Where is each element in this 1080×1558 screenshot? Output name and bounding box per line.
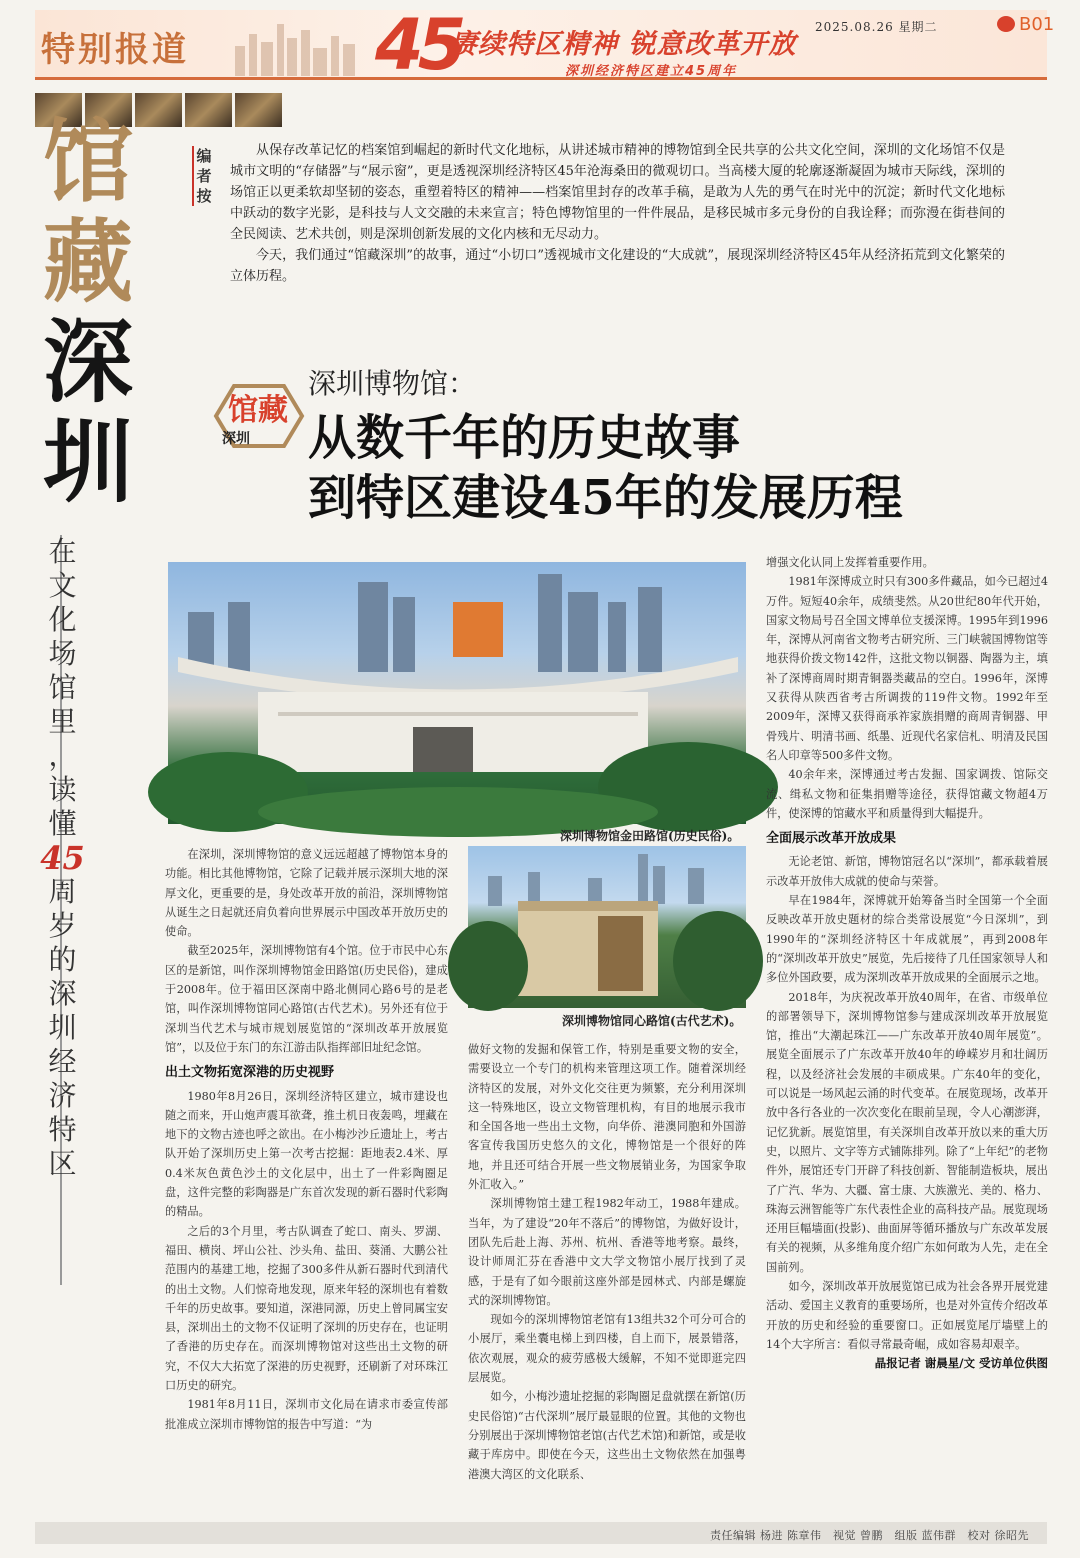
- subtitle-char: 读: [48, 773, 77, 806]
- body-paragraph: 在深圳，深圳博物馆的意义远远超越了博物馆本身的功能。相比其他博物馆，它除了记载并展示深圳大地的深厚文化，更重要的是，身处改革开放的前沿，深圳博物馆从诞生之日起就还肩负着向世界展示中国改革开放历史的使命。: [165, 848, 448, 939]
- body-paragraph: 做好文物的发掘和保管工作，特别是重要文物的安全，需要设立一个专门的机构来管理这项工作。随着深圳经济特区的发展，对外文化交往更为频繁，充分利用深圳这一特殊地区，设立文物管理机构，有目的地展示我市和全国各地一些出土文物，向华侨、港澳同胞和外国游客宣传我国历史悠久的文化，博物馆是一个很好的阵地，并且还可结合开展一些文物展销业务，为国家争取外汇收入。”: [468, 1043, 746, 1192]
- editor-note-paragraph: 今天，我们通过“馆藏深圳”的故事，通过“小切口”透视城市文化建设的“大成就”，展现深圳经济特区45年从经济拓荒到文化繁荣的立体历程。: [230, 248, 1005, 284]
- subtitle-char: 文: [48, 569, 77, 602]
- museum-jintian-illustration: [168, 562, 746, 824]
- subtitle-char: ，: [48, 739, 77, 772]
- series-char: 馆: [43, 109, 133, 215]
- subtitle-char: 周: [48, 875, 77, 908]
- photo-caption: 深圳博物馆同心路馆(古代艺术)。: [562, 1014, 742, 1028]
- body-paragraph: 1981年8月11日，深圳市文化局在请求市委宣传部批准成立深圳市博物馆的报告中写道：“为: [165, 1398, 448, 1431]
- subtitle-char: 经: [48, 1045, 77, 1078]
- subtitle-char: 懂: [48, 807, 77, 840]
- body-paragraph: 1980年8月26日，深圳经济特区建立，城市建设也随之而来，开山炮声震耳欲聋，推土机日夜轰鸣，埋藏在地下的文物古迹也呼之欲出。在小梅沙沙丘遗址上，考古队开始了深圳历史上第一次考古挖掘：距地表2.4米、厚0.4米灰色黄色沙土的文化层中，出土了一件彩陶圈足盘，这件完整的彩陶器是广东首次发现的新石器时代彩陶的精品。: [165, 1089, 448, 1219]
- editorial-credits: 责任编辑 杨进 陈章伟 视觉 曾鹏 组版 蓝伟群 校对 徐昭先: [710, 1529, 1029, 1542]
- label-char: 者: [196, 167, 212, 185]
- page-header: [35, 4, 1055, 86]
- logo-text-bottom: 深圳: [222, 431, 250, 447]
- subtitle-char: 的: [48, 943, 77, 976]
- subtitle-char: 圳: [48, 1011, 77, 1044]
- subtitle-char: 化: [48, 603, 77, 636]
- subtitle-char: 岁: [48, 909, 77, 942]
- body-paragraph: 1981年深博成立时只有300多件藏品，如今已超过4万件。短短40余年，成绩斐然。从20世纪80年代开始，国家文物局号召全国文博单位支援深博。1995年到1996年，深博从河南省文物考古研究所、三门峡虢国博物馆等地获得价拨文物142件，这批文物以铜器、陶器为主，填补了深博商周时期青铜器类藏品的空白。1996年，深博又获得从陕西省考古所调拨的119件文物。1992年至2009年，深博又获得商承祚家族捐赠的商周青铜器、甲骨残片、明清书画、纸墨、近现代名家信札、明清及民国名人印章等500多件文物。: [766, 575, 1048, 762]
- body-paragraph: 之后的3个月里，考古队调查了蛇口、南头、罗湖、福田、横岗、坪山公社、沙头角、盐田、葵涌、大鹏公社范围内的基建工地，挖掘了300多件从新石器时代到清代的出土文物。人们惊奇地发现，原来年轻的深圳也有着数千年的历史故事。要知道，深港同源，历史上曾同属宝安县，深圳出土的文物不仅证明了深圳的历史存在，也证明了香港的历史存在。而深圳博物馆对这些出土文物的研究，不仅大大拓宽了深港的历史视野，还刷新了对环珠江口历史的研究。: [165, 1224, 448, 1393]
- body-paragraph: 如今，小梅沙遗址挖掘的彩陶圈足盘就摆在新馆(历史民俗馆)“古代深圳”展厅最显眼的位置。其他的文物也分别展出于深圳博物馆老馆(古代艺术馆)和新馆，或是收藏于库房中。即使在今天，这些出土文物依然在加强粤港澳大湾区的文化联系、: [468, 1390, 746, 1481]
- subtitle-number: 45: [40, 839, 85, 877]
- body-paragraph: 截至2025年，深圳博物馆有4个馆。位于市民中心东区的是新馆，叫作深圳博物馆金田路馆(历史民俗)，建成于2008年。位于福田区深南中路北侧同心路6号的是老馆，叫作深圳博物馆同心路馆(古代艺术)。另外还有位于深圳当代艺术与城市规划展览馆的“深圳改革开放展览馆”，以及位于东门的东江游击队指挥部旧址纪念馆。: [165, 944, 448, 1054]
- series-subtitle-vertical: [40, 535, 85, 1181]
- body-paragraph: 40余年来，深博通过考古发掘、国家调拨、馆际交流、缉私文物和征集捐赠等途径，获得馆藏文物超4万件，使深博的馆藏水平和质量得到大幅提升。: [766, 768, 1048, 820]
- body-paragraph: 如今，深圳改革开放展览馆已成为社会各界开展党建活动、爱国主义教育的重要场所，也是对外宣传介绍改革开放的历史和经验的重要窗口。正如展览尾厅墙壁上的14个大字所言：看似寻常最奇崛，成如容易却艰辛。: [766, 1279, 1048, 1351]
- article-headline: [308, 408, 903, 528]
- body-paragraph: 深圳博物馆土建工程1982年动工，1988年建成。当年，为了建设“20年不落后”的博物馆，为做好设计，团队先后赴上海、苏州、杭州、香港等地考察。最终，设计师周汇芬在香港中文大学文物馆小展厅找到了灵感，于是有了如今眼前这座外部是园林式、内部是螺旋式的深圳博物馆。: [468, 1197, 746, 1307]
- logo-text-top: 馆藏: [228, 393, 288, 428]
- subtitle-char: 特: [48, 1113, 77, 1146]
- label-char: 编: [196, 147, 212, 165]
- thumbnail-photo: [185, 93, 232, 127]
- subtitle-char: 深: [48, 977, 77, 1010]
- article-byline: 晶报记者 谢晨星/文 受访单位供图: [874, 1356, 1048, 1371]
- series-char: 深: [43, 309, 133, 415]
- headline-line: 到特区建设45年的发展历程: [308, 470, 903, 526]
- subtitle-char: 馆: [48, 671, 77, 704]
- section-title: 特别报道: [41, 30, 189, 70]
- body-paragraph: 无论老馆、新馆，博物馆冠名以“深圳”，都承载着展示改革开放伟大成就的使命与荣誉。: [766, 855, 1048, 888]
- series-char: 圳: [43, 409, 133, 515]
- article-kicker: 深圳博物馆：: [308, 367, 477, 400]
- body-paragraph: 早在1984年，深博就开始筹备当时全国第一个全面反映改革开放史题材的综合类常设展览“今日深圳”，到1990年的“深圳经济特区十年成就展”，再到2008年的“深圳改革开放史”展览，先后接待了几任国家领导人和多位外国政要，成为深圳改革开放成果的全面展示之地。: [766, 894, 1048, 985]
- section-subheading: 全面展示改革开放成果: [766, 831, 897, 847]
- museum-jintian-photo: [168, 562, 746, 824]
- thumbnail-photo: [135, 93, 182, 127]
- thumbnail-photo: [235, 93, 282, 127]
- subtitle-char: 区: [48, 1147, 77, 1180]
- article-column-1: [165, 845, 448, 1434]
- body-paragraph: 现如今的深圳博物馆老馆有13组共32个可分可合的小展厅，乘坐囊电梯上到四楼，自上而下，展景错落，依次观展，观众的疲劳感极大缓解，不知不觉即逛完四层展览。: [468, 1313, 746, 1385]
- photo-caption: 深圳博物馆金田路馆(历史民俗)。: [560, 829, 740, 843]
- series-title-vertical: [38, 109, 138, 515]
- series-char: 藏: [43, 209, 133, 315]
- editor-note-label: [192, 146, 212, 206]
- label-char: 按: [196, 187, 212, 205]
- body-paragraph: 增强文化认同上发挥着重要作用。: [766, 556, 934, 569]
- section-subheading: 出土文物拓宽深港的历史视野: [165, 1065, 335, 1081]
- subtitle-char: 场: [48, 637, 77, 670]
- newspaper-emblem-icon: [997, 16, 1015, 32]
- editor-note: [230, 140, 1005, 287]
- header-sub-slogan: 深圳经济特区建立45周年: [565, 64, 738, 79]
- body-paragraph: 2018年，为庆祝改革开放40周年，在省、市级单位的部署领导下，深圳博物馆参与建成深圳改革开放展览馆，推出“大潮起珠江——广东改革开放40周年展览”。展览全面展示了广东改革开放40年的峥嵘岁月和壮阔历程，以及经济社会发展的丰硕成果。广东40年的变化，可以说是一场风起云涌的时代变革。在展览现场，改革开放中各行各业的一次次变化在眼前呈现，令人心潮澎湃，记忆犹新。展览馆里，有关深圳自改革开放以来的重大历史，以照片、文字等方式铺陈排列。除了“上年纪”的老物件外，展馆还专门开辟了科技创新、智能制造板块，展出了广汽、华为、大疆、富士康、大族激光、美的、格力、珠海云洲智能等广东代表性企业的高科技产品。展览现场还用巨幅墙面(投影)、曲面屏等循环播放与广东改革发展有关的视频，从多维角度介绍广东如何敢为人先，走在全国前列。: [766, 990, 1048, 1274]
- page-number: B01: [1019, 14, 1055, 35]
- header-slogan: 赓续特区精神 锐意改革开放: [450, 29, 797, 60]
- issue-date: 2025.08.26 星期二: [815, 20, 938, 34]
- subtitle-char: 里: [48, 705, 77, 738]
- series-logo: [214, 380, 304, 452]
- museum-tongxin-photo: [468, 846, 746, 1008]
- headline-line: 从数千年的历史故事: [308, 410, 741, 466]
- subtitle-char: 济: [48, 1079, 77, 1112]
- subtitle-char: 在: [48, 535, 77, 568]
- article-column-2: [468, 1040, 746, 1484]
- anniversary-number: 45: [375, 4, 461, 86]
- museum-tongxin-illustration: [468, 846, 746, 1008]
- article-column-3: [766, 553, 1048, 1373]
- editor-note-paragraph: 从保存改革记忆的档案馆到崛起的新时代文化地标，从讲述城市精神的博物馆到全民共享的公共文化空间，深圳的文化场馆不仅是城市文明的“存储器”与“展示窗”，更是透视深圳经济特区45年沧海桑田的微观切口。当高楼大厦的轮廓逐渐凝固为城市天际线，深圳的场馆正以更柔软却坚韧的姿态，重塑着特区的精神——档案馆里封存的改革手稿，是敢为人先的勇气在时光中的沉淀；新时代文化地标中跃动的数字光影，是科技与人文交融的未来宣言；特色博物馆里的一件件展品，是移民城市多元身份的自我诠释；而弥漫在街巷间的全民阅读、艺术共创，则是深圳创新发展的文化内核和无尽动力。: [230, 143, 1005, 242]
